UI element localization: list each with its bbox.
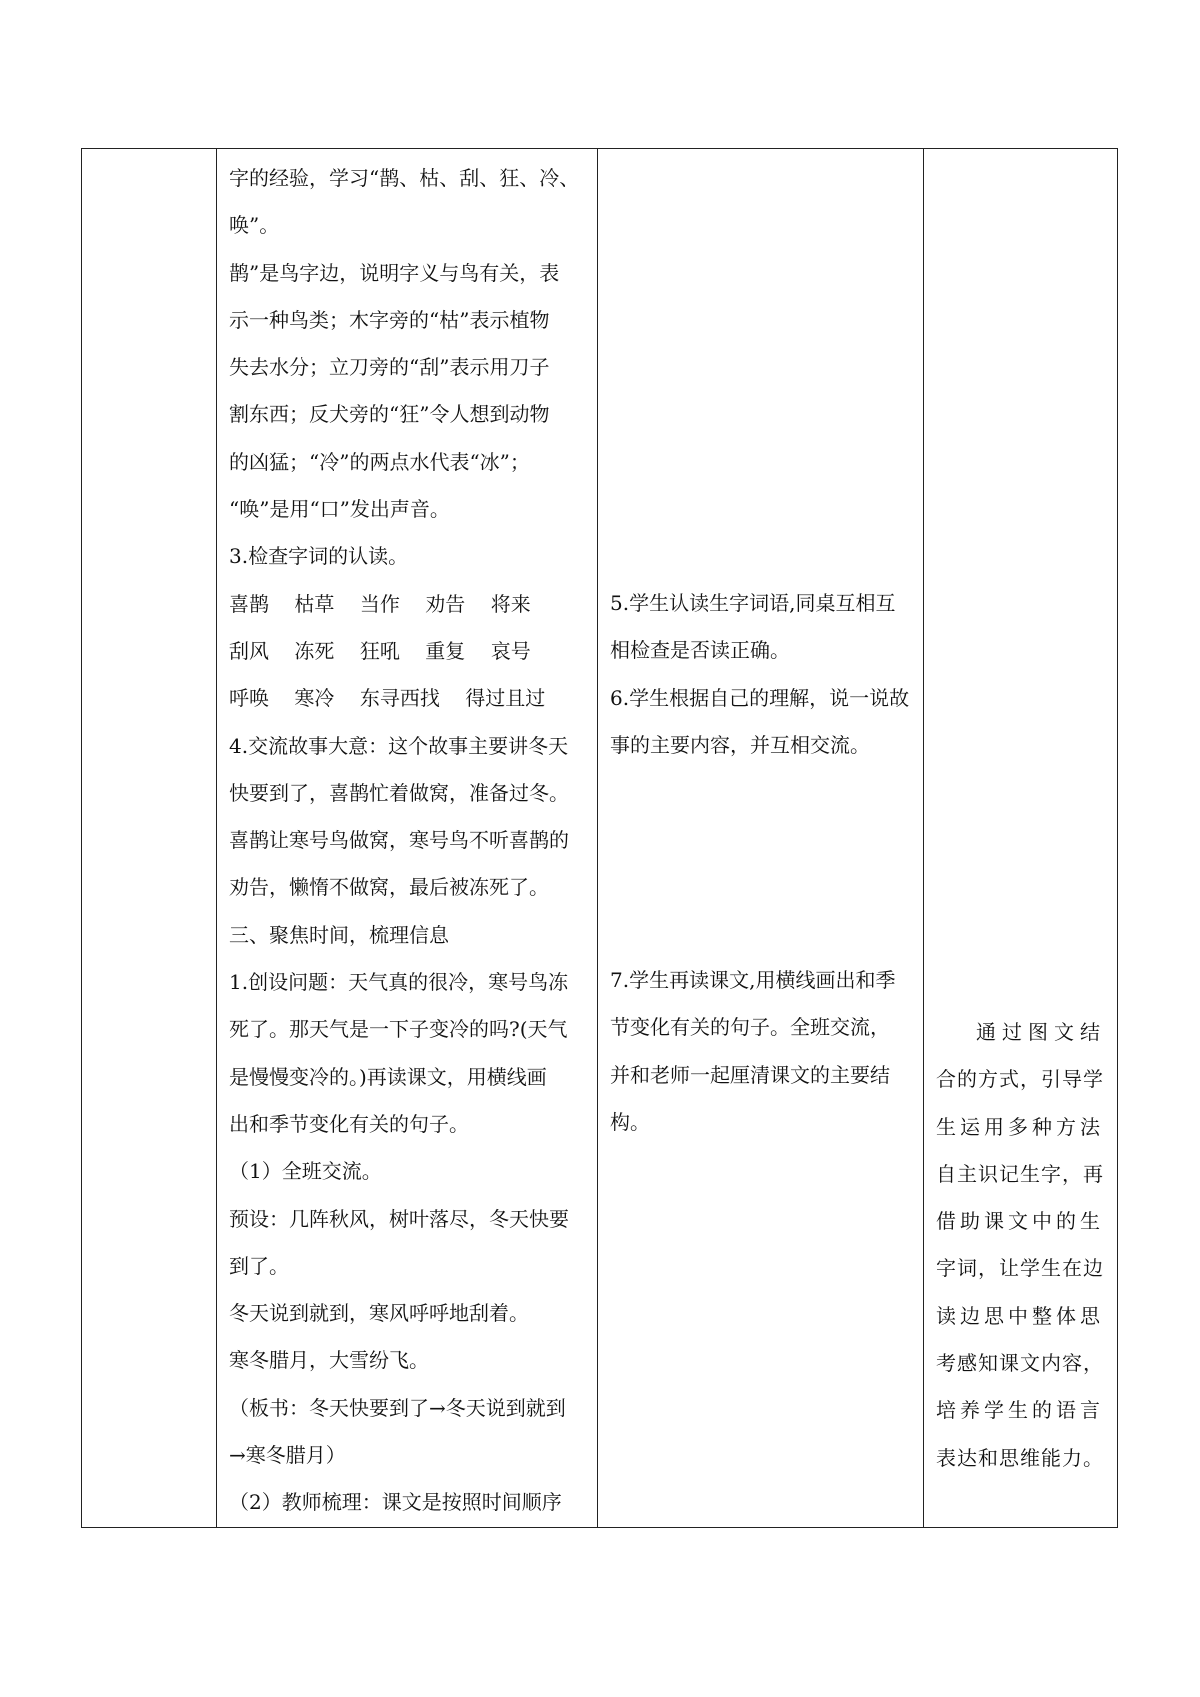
spacer [610,910,913,957]
text-line: 字词，让学生在边 [936,1256,1104,1281]
word-list-row: 喜鹊 枯草 当作 劝告 将来 [229,591,531,616]
text-line: 死了。那天气是一下子变冷的吗?(天气 [229,1017,568,1042]
text-line: 通过图文结 [976,1020,1106,1044]
text-line: 的凶猛；“冷”的两点水代表“冰”； [229,449,530,474]
empty-first-column-cell [82,149,217,1528]
text-line: 失去水分；立刀旁的“刮”表示用刀子 [229,355,550,380]
spacer [610,816,913,863]
student-activity-cell [598,149,924,1528]
text-line: 表达和思维能力。 [936,1445,1104,1470]
text-line: 事的主要内容，并互相交流。 [610,732,870,757]
text-line: 7.学生再读课文,用横线画出和季 [610,968,896,993]
text-line: 考感知课文内容， [936,1351,1104,1376]
text-line: （2）教师梳理：课文是按照时间顺序 [229,1490,562,1515]
text-line: （板书：冬天快要到了→冬天说到就到 [229,1395,566,1420]
design-intent-cell [924,149,1118,1528]
spacer [610,863,913,910]
text-line: 培养学生的语言 [936,1398,1104,1423]
spacer [610,769,913,816]
text-line: 自主识记生字，再 [936,1161,1104,1186]
text-line: 构。 [610,1110,650,1135]
text-line: 相检查是否读正确。 [610,638,790,663]
text-line: 快要到了，喜鹊忙着做窝，准备过冬。 [229,780,569,805]
text-line: 示一种鸟类；木字旁的“枯”表示植物 [229,307,550,332]
table-row [82,149,1118,1528]
text-line: 寒冬腊月，大雪纷飞。 [229,1348,429,1373]
text-line: 合的方式，引导学 [936,1067,1104,1092]
text-line: 字的经验，学习“鹊、枯、刮、狂、冷、 [229,166,580,190]
text-line: 预设：几阵秋风，树叶落尽，冬天快要 [229,1206,569,1231]
text-line: 出和季节变化有关的句子。 [229,1111,469,1136]
text-line: 读边思中整体思 [936,1303,1104,1328]
text-line: 唤”。 [229,213,280,238]
teaching-process-text [217,149,597,1527]
text-line: 鹊”是鸟字边，说明字义与鸟有关，表 [229,260,560,285]
text-line: 生运用多种方法 [936,1114,1104,1139]
text-line: 节变化有关的句子。全班交流， [610,1015,890,1040]
text-line: 是慢慢变冷的。)再读课文，用横线画 [229,1064,547,1089]
text-line: 借助课文中的生 [936,1209,1104,1234]
text-line: 劝告，懒惰不做窝，最后被冻死了。 [229,875,549,900]
text-line: （1）全班交流。 [229,1159,382,1184]
text-line: 喜鹊让寒号鸟做窝，寒号鸟不听喜鹊的 [229,828,569,853]
text-line: 3.检查字词的认读。 [229,544,409,569]
text-line: 冬天说到就到，寒风呼呼地刮着。 [229,1301,529,1326]
text-line: 1.创设问题：天气真的很冷，寒号鸟冻 [229,970,569,995]
text-line: 5.学生认读生字词语,同桌互相互 [610,591,896,615]
section-heading: 三、聚焦时间，梳理信息 [229,922,449,947]
text-line: “唤”是用“口”发出声音。 [229,497,450,522]
text-line: 割东西；反犬旁的“狂”令人想到动物 [229,402,550,427]
teaching-process-cell [217,149,598,1528]
text-line: 并和老师一起厘清课文的主要结 [610,1062,890,1087]
text-line: →寒冬腊月） [229,1443,346,1468]
lesson-plan-table [81,148,1118,1528]
text-line: 6.学生根据自己的理解，说一说故 [610,685,910,710]
student-activity-text [598,149,923,1146]
word-list-row: 刮风 冻死 狂吼 重复 哀号 [229,638,531,663]
text-line: 4.交流故事大意：这个故事主要讲冬天 [229,733,569,758]
text-line: 到了。 [229,1253,289,1278]
design-intent-text [924,149,1117,1482]
word-list-row: 呼唤 寒冷 东寻西找 得过且过 [229,686,546,711]
